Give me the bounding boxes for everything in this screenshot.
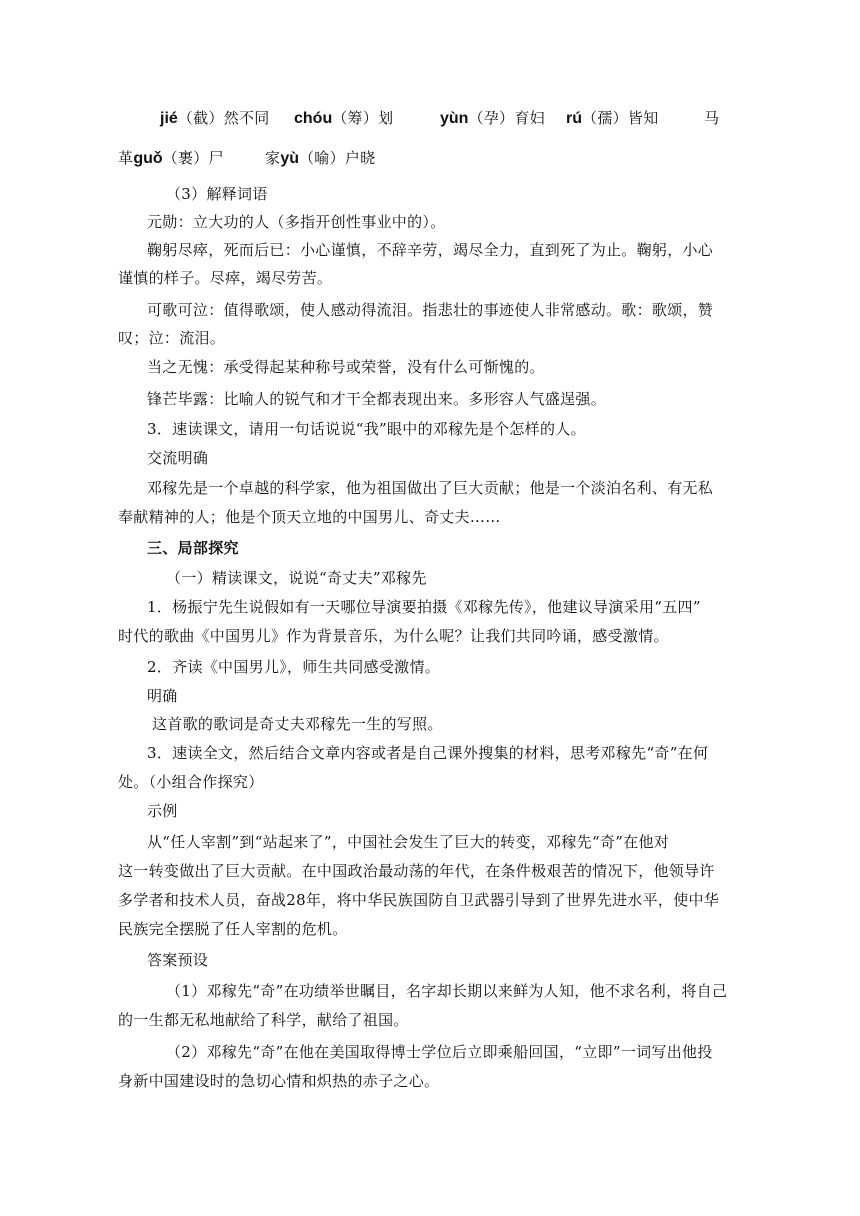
pinyin-item: yùn（孕）育妇	[440, 109, 545, 127]
pinyin-item: 革guǒ（裹）尸	[118, 149, 224, 167]
pinyin-item: rú（孺）皆知	[566, 109, 659, 127]
text-line: 民族完全摆脱了任人宰割的危机。	[118, 920, 348, 938]
text-line: 这首歌的歌词是奇丈夫邓稼先一生的写照。	[152, 715, 443, 733]
text-line: 谨慎的样子。尽瘁，竭尽劳苦。	[118, 269, 333, 287]
text-line: 处。（小组合作探究）	[118, 773, 264, 791]
text-line: （3）解释词语	[166, 185, 268, 203]
text-line: （一）精读课文，说说“奇丈夫”邓稼先	[166, 569, 427, 587]
text-line: 示例	[147, 802, 178, 820]
text-line: 3．速读课文，请用一句话说说“我”眼中的邓稼先是个怎样的人。	[147, 420, 586, 438]
text-line: 答案预设	[147, 951, 209, 969]
pinyin-item: chóu（筹）划	[294, 109, 394, 127]
pinyin-item: 马	[704, 109, 720, 127]
text-line: 这一转变做出了巨大贡献。在中国政治最动荡的年代，在条件极艰苦的情况下，他领导许	[118, 862, 715, 880]
text-line: 交流明确	[147, 449, 209, 467]
text-line: 身新中国建设时的急切心情和炽热的赤子之心。	[118, 1072, 440, 1090]
text-line: 2．齐读《中国男儿》，师生共同感受激情。	[147, 658, 441, 676]
text-line: 奉献精神的人；他是个顶天立地的中国男儿、奇丈夫……	[118, 508, 501, 526]
pinyin-item: 家yù（喻）户晓	[265, 149, 376, 167]
text-line: （1）邓稼先“奇”在功绩举世瞩目，名字却长期以来鲜为人知，他不求名利，将自己	[166, 982, 728, 1000]
text-line: 可歌可泣：值得歌颂，使人感动得流泪。指悲壮的事迹使人非常感动。歌：歌颂，赞	[147, 301, 714, 319]
text-line: 1．杨振宁先生说假如有一天哪位导演要拍摄《邓稼先传》，他建议导演采用“五四”	[147, 598, 701, 616]
text-line: （2）邓稼先“奇”在他在美国取得博士学位后立即乘船回国，“立即”一词写出他投	[166, 1043, 713, 1061]
text-line: 叹；泣：流泪。	[118, 329, 226, 347]
text-line: 鞠躬尽瘁，死而后已：小心谨慎，不辞辛劳，竭尽全力，直到死了为止。鞠躬，小心	[147, 241, 714, 259]
text-line: 的一生都无私地献给了科学，献给了祖国。	[118, 1011, 409, 1029]
text-line: 元勋：立大功的人（多指开创性事业中的）。	[147, 213, 446, 231]
section-heading: 三、局部探究	[147, 539, 239, 557]
text-line: 明确	[147, 687, 178, 705]
text-line: 当之无愧：承受得起某种称号或荣誉，没有什么可惭愧的。	[147, 358, 545, 376]
text-line: 邓稼先是一个卓越的科学家，他为祖国做出了巨大贡献；他是一个淡泊名利、有无私	[147, 479, 714, 497]
text-line: 从“任人宰割”到“站起来了”，中国社会发生了巨大的转变，邓稼先“奇”在他对	[147, 833, 670, 851]
text-line: 3．速读全文，然后结合文章内容或者是自己课外搜集的材料，思考邓稼先“奇”在何	[147, 744, 709, 762]
text-line: 时代的歌曲《中国男儿》作为背景音乐，为什么呢？让我们共同吟诵，感受激情。	[118, 627, 669, 645]
text-line: 锋芒毕露：比喻人的锐气和才干全都表现出来。多形容人气盛逞强。	[147, 390, 607, 408]
pinyin-item: jié（截）然不同	[160, 109, 270, 127]
text-line: 多学者和技术人员，奋战28年，将中华民族国防自卫武器引导到了世界先进水平，使中华	[118, 891, 720, 909]
